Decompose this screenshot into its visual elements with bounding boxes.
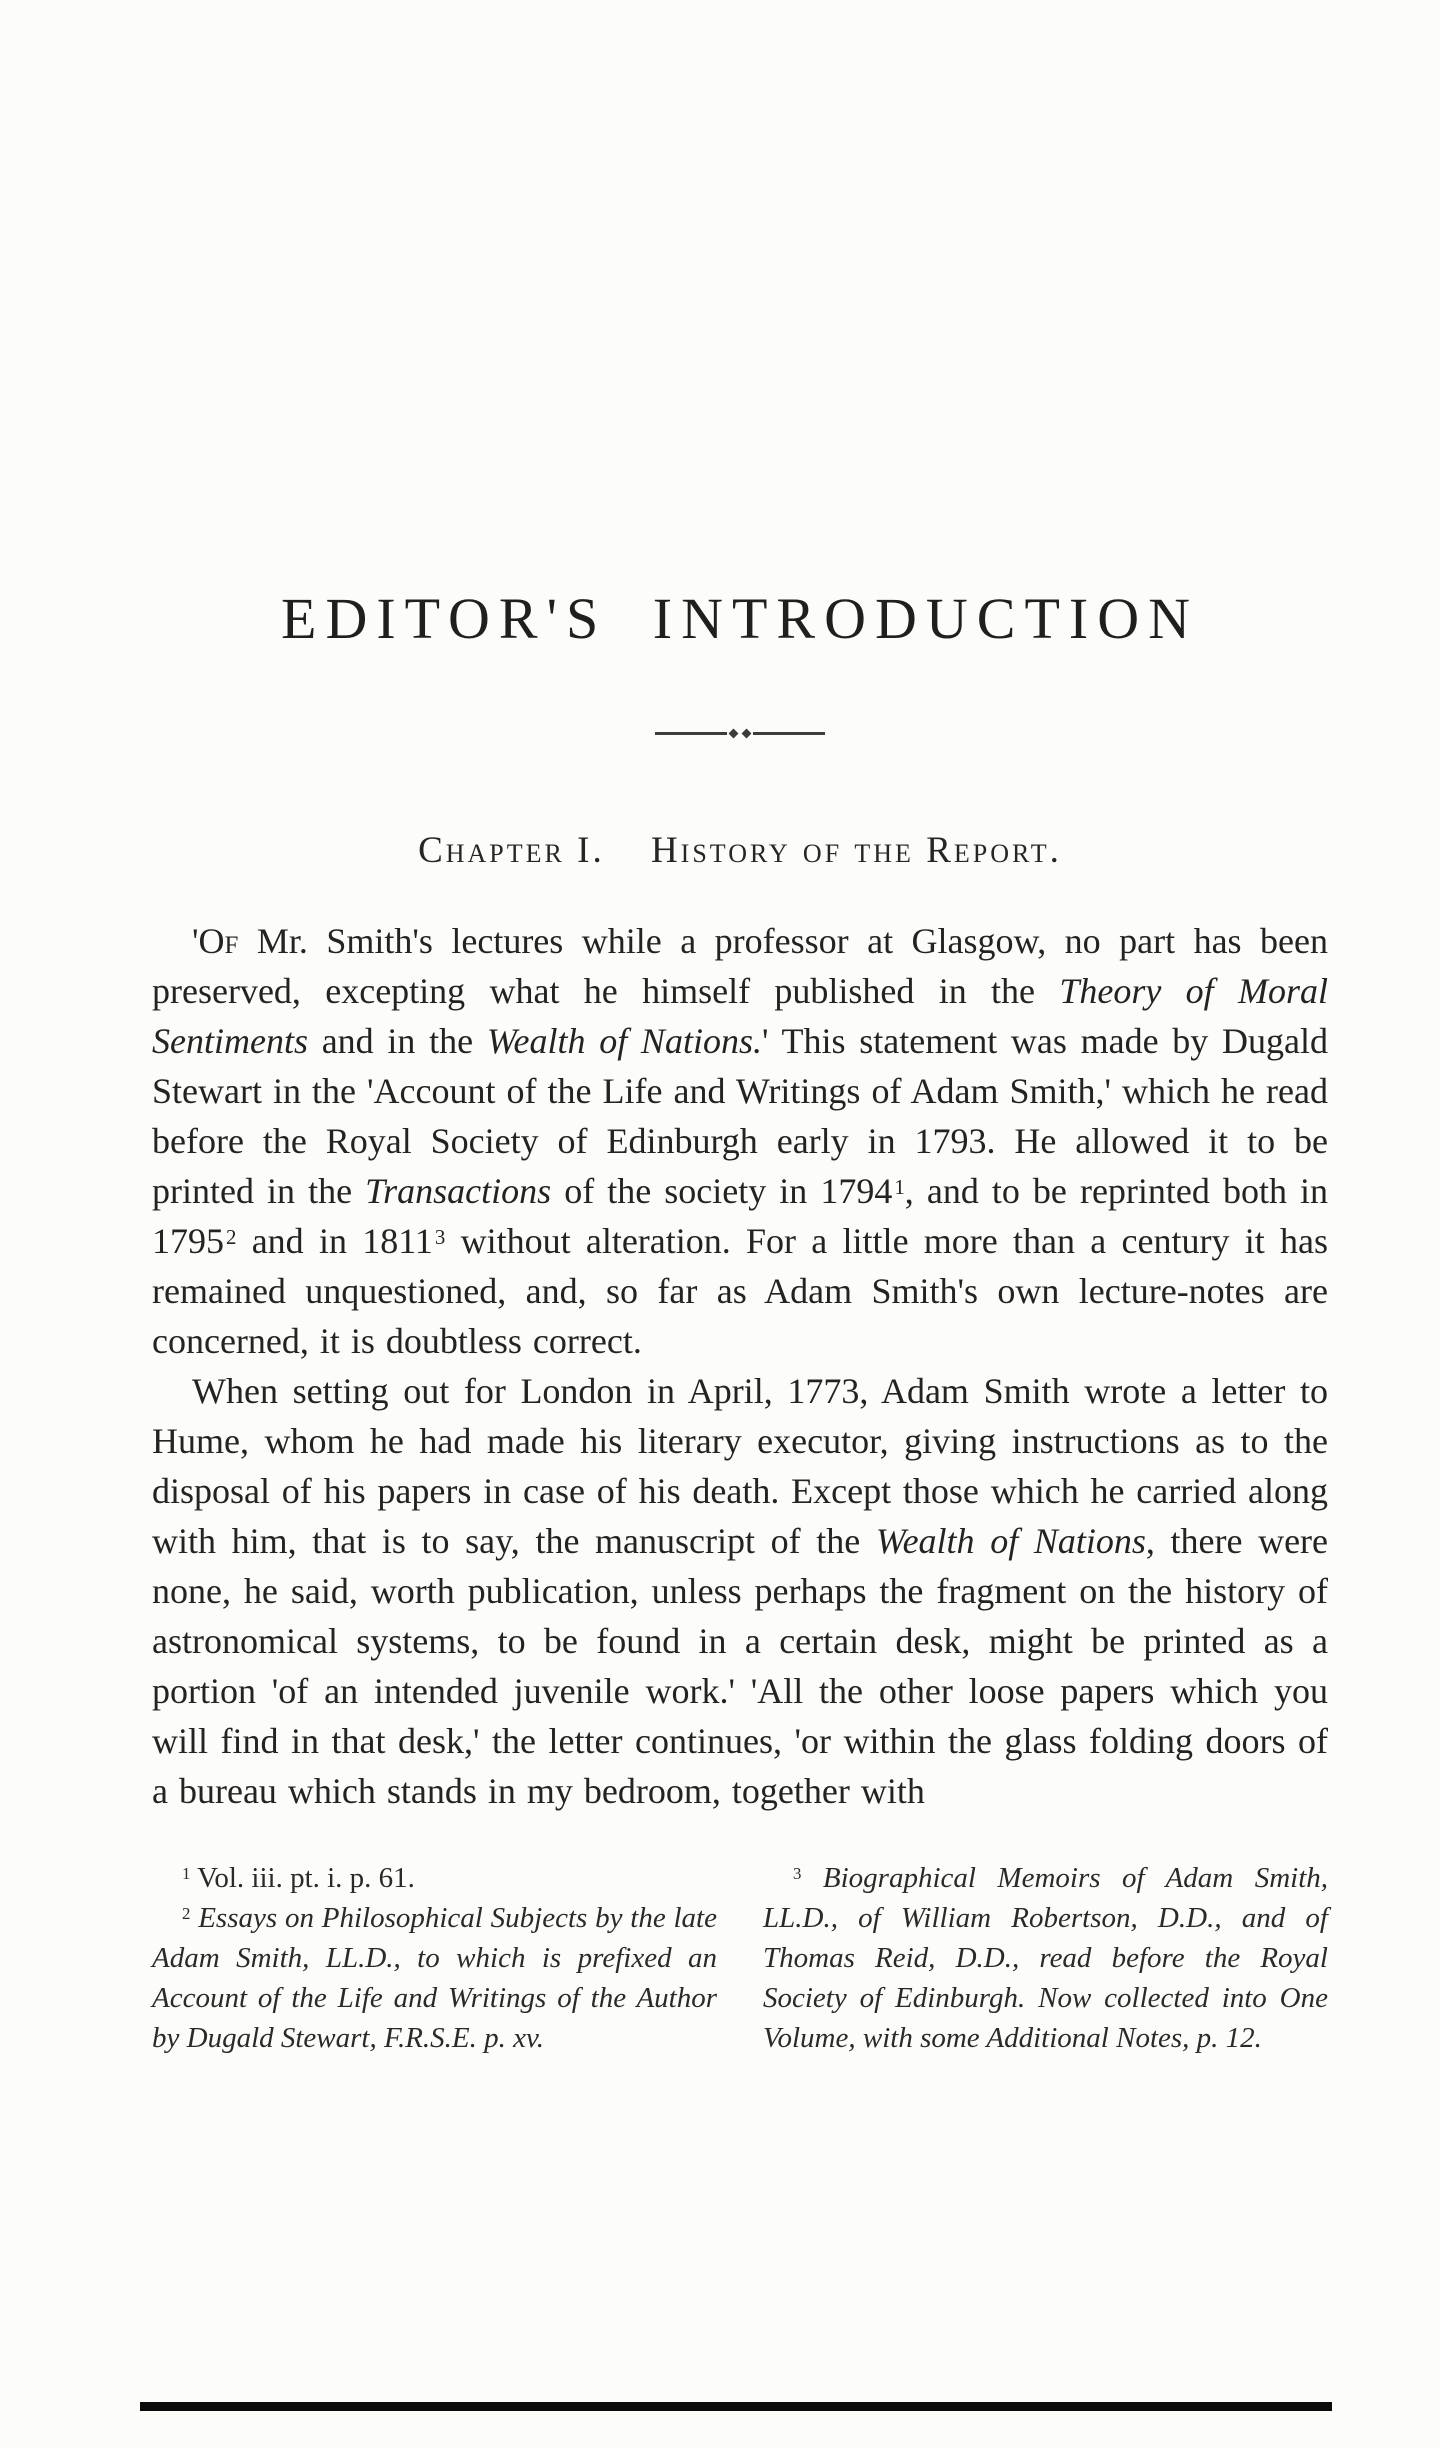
paragraph: 'Of Mr. Smith's lectures while a professor at Glasgow, no part has been preserved, excepting what he himself published in the Theory of Moral Sentiments and in the Wealth of Nations.' This statement was made by Dugald Stewart in the 'Account of the Life and Writings of Adam Smith,' which he read before the Royal Society of Edinburgh early in 1793. He allowed it to be printed in the Transactions of the society in 1794$^1$, and to be reprinted both in 1795$^2$ and in 1811$^3$ without alteration. For a little more than a century it has remained unquestioned, and, so far as Adam Smith's own lecture-notes are concerned, it is doubtless correct.	[152, 921, 1328, 1361]
footnote-column-left	[152, 1858, 717, 2058]
divider-line	[753, 732, 825, 735]
divider-line	[655, 732, 727, 735]
page-title: EDITOR'S INTRODUCTION	[281, 586, 1199, 651]
footnotes	[152, 1858, 1328, 2058]
chapter-label: Chapter I.	[418, 830, 605, 871]
divider-dot-icon	[742, 729, 752, 739]
scan-edge-artifact	[140, 2402, 1332, 2411]
text-column	[152, 0, 1328, 2058]
body-text	[152, 916, 1328, 1816]
chapter-title: History of the Report.	[650, 830, 1062, 871]
footnote: $^3$ Biographical Memoirs of Adam Smith, LL.D., of William Robertson, D.D., and of Thomas Reid, D.D., read before the Royal Society of Edinburgh. Now collected into One Volume, with some Additional Notes, p. 12.	[763, 1862, 1328, 2054]
footnote-column-right	[763, 1858, 1328, 2058]
footnote: $^1$ Vol. iii. pt. i. p. 61.	[182, 1862, 415, 1894]
footnote: $^2$ Essays on Philosophical Subjects by the late Adam Smith, LL.D., to which is prefixed an Account of the Life and Writings of the Author by Dugald Stewart, F.R.S.E. p. xv.	[152, 1902, 717, 2054]
paragraph: When setting out for London in April, 1773, Adam Smith wrote a letter to Hume, whom he had made his literary executor, giving instructions as to the disposal of his papers in case of his death. Except those which he carried along with him, that is to say, the manuscript of the Wealth of Nations, there were none, he said, worth publication, unless perhaps the fragment on the history of astronomical systems, to be found in a certain desk, might be printed as a portion 'of an intended juvenile work.' 'All the other loose papers which you will find in that desk,' the letter continues, 'or within the glass folding doors of a bureau which stands in my bedroom, together with	[152, 1371, 1329, 1811]
divider-dot-icon	[729, 729, 739, 739]
chapter-heading	[152, 829, 1328, 872]
section-divider	[655, 730, 825, 737]
